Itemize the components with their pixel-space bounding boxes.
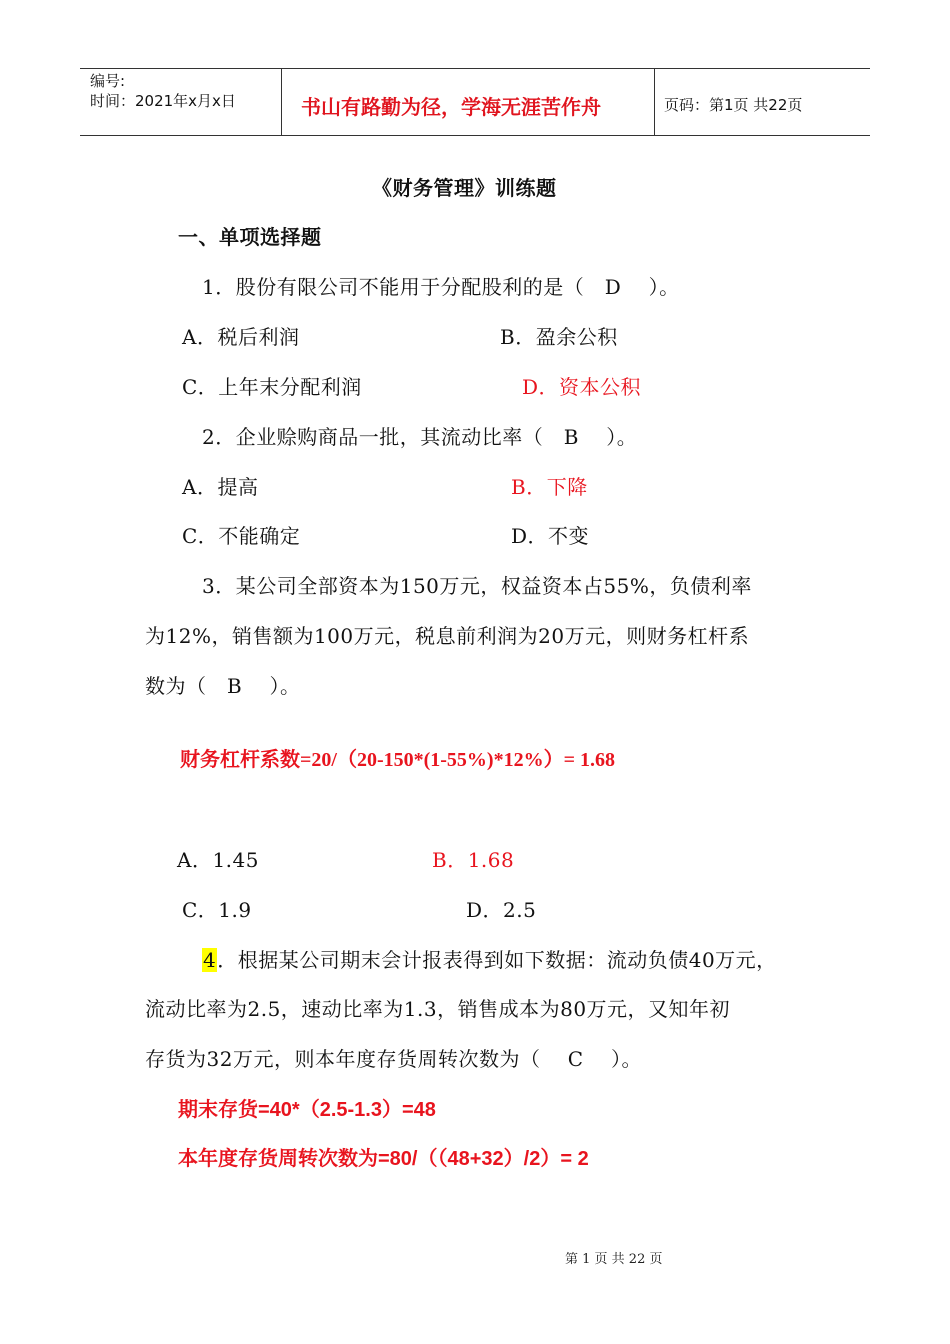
header-top-rule xyxy=(80,68,870,69)
question-3-option-b-answer: B．1.68 xyxy=(432,848,515,872)
header-page-info: 页码：第1页 共22页 xyxy=(664,96,803,114)
question-4-line-1 xyxy=(202,944,777,973)
question-2-option-d: D．不变 xyxy=(511,524,590,548)
page-footer: 第 1 页 共 22 页 xyxy=(565,1252,663,1267)
question-4-line-3: 存货为32万元，则本年度存货周转次数为（ C ）。 xyxy=(145,1047,642,1071)
question-1-option-b: B．盈余公积 xyxy=(500,325,618,349)
question-3-option-c: C．1.9 xyxy=(182,898,252,922)
question-2-option-a: A．提高 xyxy=(182,475,259,499)
header-bottom-rule xyxy=(80,135,870,136)
question-4-number-highlight: 4 xyxy=(203,948,217,972)
question-1-option-c: C．上年末分配利润 xyxy=(182,375,362,399)
question-4-line-1-text: ．根据某公司期末会计报表得到如下数据：流动负债40万元， xyxy=(217,948,777,972)
question-4-line-2: 流动比率为2.5，速动比率为1.3，销售成本为80万元，又知年初 xyxy=(145,997,731,1021)
section-heading: 一、单项选择题 xyxy=(178,225,322,249)
question-4-calculation-1: 期末存货=40*（2.5-1.3）=48 xyxy=(178,1099,436,1121)
header-divider-right xyxy=(654,68,655,136)
question-1-option-d-answer: D．资本公积 xyxy=(522,375,642,399)
question-2-stem: 2．企业赊购商品一批，其流动比率（ B ）。 xyxy=(202,425,638,449)
header-divider-left xyxy=(281,68,282,136)
question-2-option-b-answer: B．下降 xyxy=(511,475,588,499)
question-3-option-a: A．1.45 xyxy=(177,848,259,872)
question-3-calculation: 财务杠杆系数=20/（20-150*(1-55%)*12%）= 1.68 xyxy=(180,749,615,771)
question-2-option-c: C．不能确定 xyxy=(182,524,301,548)
header-time-label: 时间：2021年x月x日 xyxy=(90,92,236,110)
header-motto: 书山有路勤为径，学海无涯苦作舟 xyxy=(301,95,601,119)
question-3-line-3: 数为（ B ）。 xyxy=(145,674,301,698)
question-1-stem: 1．股份有限公司不能用于分配股利的是（ D ）。 xyxy=(202,275,680,299)
question-4-calculation-2: 本年度存货周转次数为=80/（（48+32）/2）= 2 xyxy=(178,1148,589,1170)
question-3-option-d: D．2.5 xyxy=(466,898,537,922)
question-3-line-1: 3．某公司全部资本为150万元，权益资本占55%，负债利率 xyxy=(202,574,752,598)
header-number-label: 编号: xyxy=(90,72,126,90)
document-title: 《财务管理》训练题 xyxy=(372,176,557,200)
question-1-option-a: A．税后利润 xyxy=(182,325,300,349)
question-3-line-2: 为12%，销售额为100万元，税息前利润为20万元，则财务杠杆系 xyxy=(145,624,750,648)
